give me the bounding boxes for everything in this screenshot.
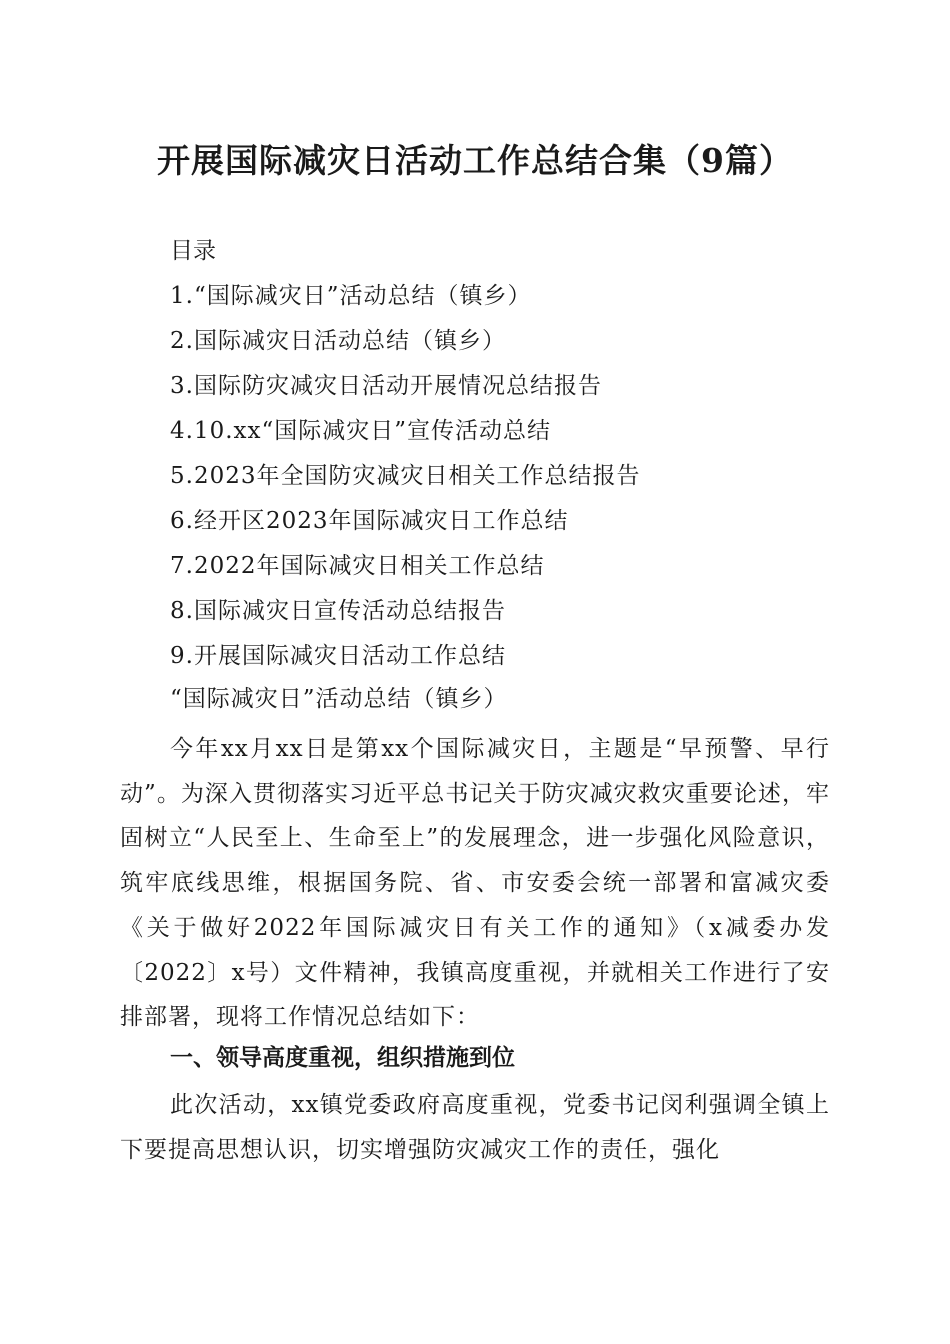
section-title: “国际减灾日”活动总结（镇乡）	[170, 686, 508, 712]
toc-item-3: 3.国际防灾减灾日活动开展情况总结报告	[170, 373, 602, 399]
toc-item-6: 6.经开区2023年国际减灾日工作总结	[170, 508, 569, 534]
subheading-1: 一、领导高度重视，组织措施到位	[170, 1045, 515, 1071]
document-title: 开展国际减灾日活动工作总结合集（9篇）	[157, 141, 793, 180]
toc-item-8: 8.国际减灾日宣传活动总结报告	[170, 598, 506, 624]
body-paragraph-1: 今年xx月xx日是第xx个国际减灾日，主题是“早预警、早行动”。为深入贯彻落实习近平总书记关于防灾减灾救灾重要论述，牢固树立“人民至上、生命至上”的发展理念，进一步强化风险意识，筑牢底线思维，根据国务院、省、市安委会统一部署和富减灾委《关于做好2022年国际减灾日有关工作的通知》（x减委办发〔2022〕x号）文件精神，我镇高度重视，并就相关工作进行了安排部署，现将工作情况总结如下：	[120, 736, 830, 1031]
toc-item-1: 1.“国际减灾日”活动总结（镇乡）	[170, 283, 532, 309]
toc-item-5: 5.2023年全国防灾减灾日相关工作总结报告	[170, 463, 641, 489]
toc-item-7: 7.2022年国际减灾日相关工作总结	[170, 553, 545, 579]
toc-item-4: 4.10.xx“国际减灾日”宣传活动总结	[170, 418, 551, 444]
body-paragraph-2: 此次活动，xx镇党委政府高度重视，党委书记闵利强调全镇上下要提高思想认识，切实增强防灾减灾工作的责任，强化	[120, 1092, 830, 1163]
table-of-contents	[170, 279, 640, 684]
toc-item-9: 9.开展国际减灾日活动工作总结	[170, 643, 506, 669]
toc-item-2: 2.国际减灾日活动总结（镇乡）	[170, 328, 506, 354]
toc-heading: 目录	[170, 238, 216, 264]
